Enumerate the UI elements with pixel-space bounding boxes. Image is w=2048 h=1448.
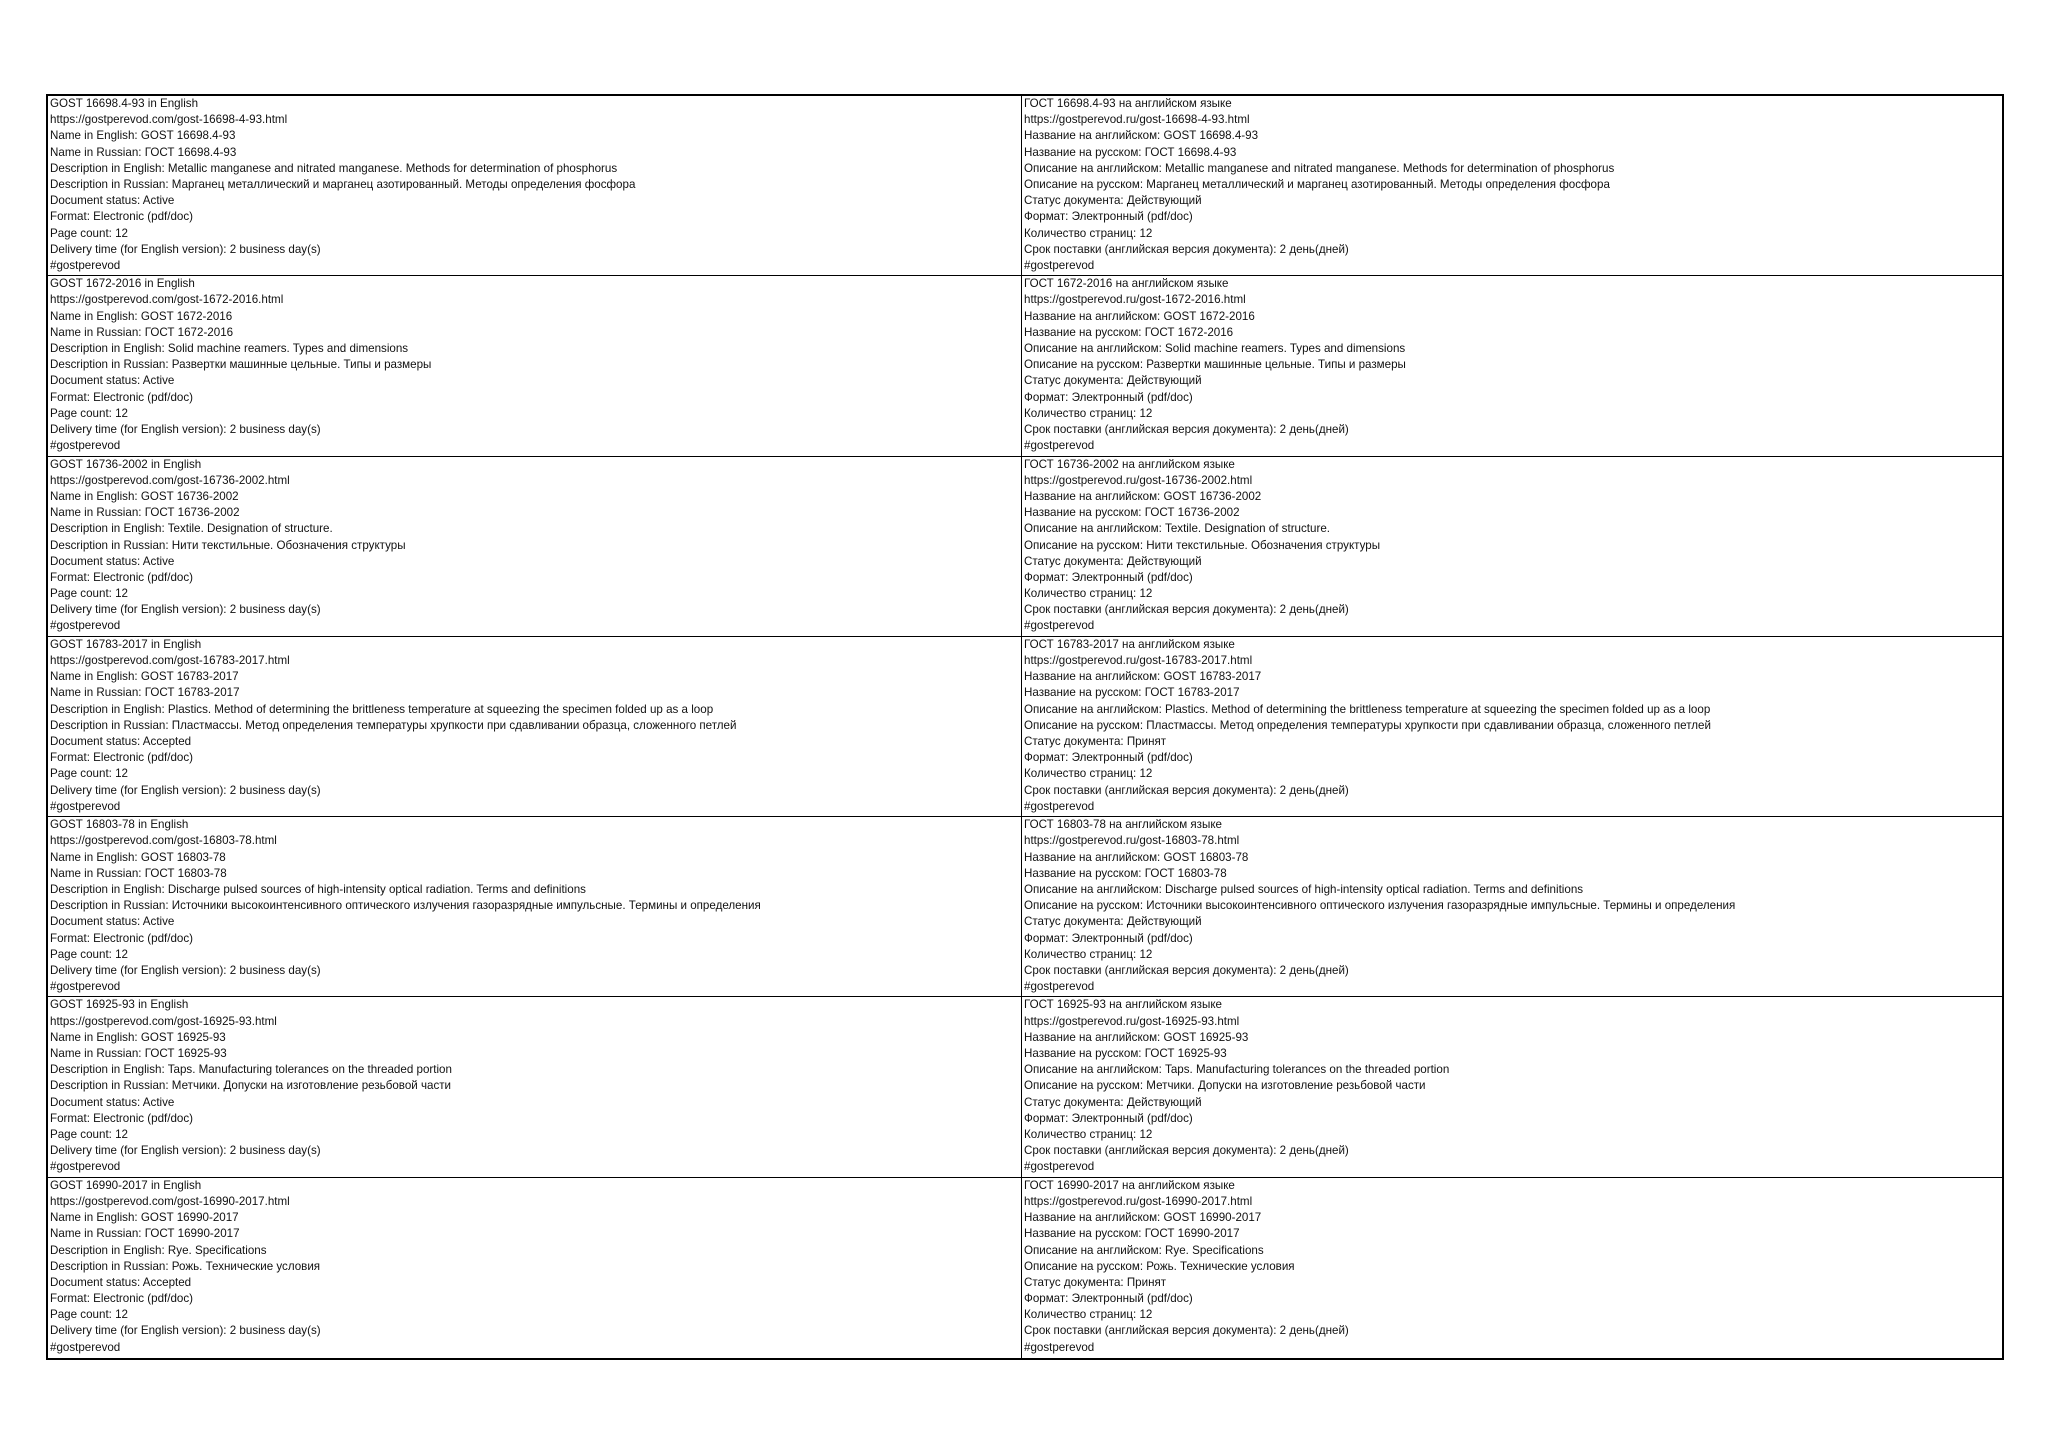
entry-cell-en — [48, 457, 1022, 637]
entry-title-en: GOST 16990-2017 in English — [50, 1178, 202, 1192]
page-count-ru: Количество страниц: 12 — [1024, 226, 1153, 240]
name-russian-en: Name in Russian: ГОСТ 16698.4-93 — [50, 145, 237, 159]
name-russian-en: Name in Russian: ГОСТ 16736-2002 — [50, 506, 240, 520]
entry-title-en: GOST 16783-2017 in English — [50, 637, 202, 651]
entry-title-ru: ГОСТ 16736-2002 на английском языке — [1024, 457, 1235, 471]
description-english-en: Description in English: Discharge pulsed sources of high-intensity optical radiation. Terms and definitions — [50, 882, 586, 896]
entry-cell-en — [48, 276, 1022, 456]
description-english-en: Description in English: Plastics. Method of determining the brittleness temperature at squeezing the specimen folded up as a loop — [50, 702, 714, 716]
page-count-ru: Количество страниц: 12 — [1024, 947, 1153, 961]
gost-catalog-table — [46, 94, 2004, 1360]
page-count-en: Page count: 12 — [50, 767, 128, 781]
description-english-ru: Описание на английском: Rye. Specifications — [1024, 1243, 1264, 1257]
description-english-ru: Описание на английском: Taps. Manufacturing tolerances on the threaded portion — [1024, 1063, 1450, 1077]
description-russian-ru: Описание на русском: Рожь. Технические условия — [1024, 1259, 1295, 1273]
entry-url-ru: https://gostperevod.ru/gost-16698-4-93.html — [1024, 113, 1250, 127]
delivery-time-en: Delivery time (for English version): 2 business day(s) — [50, 963, 321, 977]
hashtag-en: #gostperevod — [50, 980, 121, 994]
entry-cell-ru — [1022, 817, 2002, 997]
format-ru: Формат: Электронный (pdf/doc) — [1024, 570, 1193, 584]
document-status-en: Document status: Active — [50, 1095, 175, 1109]
name-russian-ru: Название на русском: ГОСТ 16783-2017 — [1024, 686, 1240, 700]
delivery-time-en: Delivery time (for English version): 2 business day(s) — [50, 603, 321, 617]
description-english-en: Description in English: Metallic manganese and nitrated manganese. Methods for determination of phosphorus — [50, 161, 618, 175]
format-en: Format: Electronic (pdf/doc) — [50, 751, 194, 765]
description-english-ru: Описание на английском: Textile. Designation of structure. — [1024, 522, 1331, 536]
document-status-en: Document status: Active — [50, 915, 175, 929]
description-russian-en: Description in Russian: Развертки машинные цельные. Типы и размеры — [50, 358, 432, 372]
format-en: Format: Electronic (pdf/doc) — [50, 1111, 194, 1125]
entry-url-en: https://gostperevod.com/gost-1672-2016.html — [50, 293, 284, 307]
description-russian-en: Description in Russian: Источники высокоинтенсивного оптического излучения газоразрядные импульсные. Термины и определения — [50, 899, 761, 913]
entry-title-ru: ГОСТ 16803-78 на английском языке — [1024, 818, 1222, 832]
document-status-ru: Статус документа: Действующий — [1024, 194, 1202, 208]
document-status-ru: Статус документа: Действующий — [1024, 554, 1202, 568]
name-english-ru: Название на английском: GOST 16990-2017 — [1024, 1211, 1262, 1225]
description-russian-ru: Описание на русском: Развертки машинные цельные. Типы и размеры — [1024, 358, 1406, 372]
entry-title-en: GOST 16803-78 in English — [50, 818, 189, 832]
page-count-en: Page count: 12 — [50, 1127, 128, 1141]
hashtag-ru: #gostperevod — [1024, 1160, 1095, 1174]
document-status-en: Document status: Active — [50, 374, 175, 388]
entry-title-en: GOST 16736-2002 in English — [50, 457, 202, 471]
entry-cell-ru — [1022, 457, 2002, 637]
name-english-ru: Название на английском: GOST 1672-2016 — [1024, 309, 1255, 323]
delivery-time-en: Delivery time (for English version): 2 business day(s) — [50, 1144, 321, 1158]
name-english-en: Name in English: GOST 1672-2016 — [50, 309, 233, 323]
entry-url-en: https://gostperevod.com/gost-16698-4-93.html — [50, 113, 288, 127]
document-status-ru: Статус документа: Принят — [1024, 735, 1167, 749]
description-english-en: Description in English: Rye. Specifications — [50, 1243, 267, 1257]
hashtag-ru: #gostperevod — [1024, 258, 1095, 272]
hashtag-en: #gostperevod — [50, 619, 121, 633]
document-status-ru: Статус документа: Действующий — [1024, 374, 1202, 388]
name-english-en: Name in English: GOST 16803-78 — [50, 850, 226, 864]
page-count-en: Page count: 12 — [50, 947, 128, 961]
entry-title-ru: ГОСТ 16698.4-93 на английском языке — [1024, 97, 1232, 110]
entry-cell-ru — [1022, 1178, 2002, 1358]
entry-cell-ru — [1022, 96, 2002, 276]
entry-url-ru: https://gostperevod.ru/gost-16990-2017.html — [1024, 1194, 1253, 1208]
description-english-ru: Описание на английском: Plastics. Method of determining the brittleness temperature at squeezing the specimen folded up as a loop — [1024, 702, 1711, 716]
entry-cell-en — [48, 637, 1022, 817]
hashtag-en: #gostperevod — [50, 439, 121, 453]
entry-url-en: https://gostperevod.com/gost-16736-2002.html — [50, 473, 290, 487]
description-russian-en: Description in Russian: Марганец металлический и марганец азотированный. Методы определения фосфора — [50, 177, 636, 191]
name-russian-ru: Название на русском: ГОСТ 16925-93 — [1024, 1047, 1227, 1061]
description-russian-en: Description in Russian: Рожь. Технические условия — [50, 1259, 321, 1273]
delivery-time-ru: Срок поставки (английская версия документа): 2 день(дней) — [1024, 1144, 1349, 1158]
name-english-ru: Название на английском: GOST 16783-2017 — [1024, 670, 1262, 684]
entry-url-en: https://gostperevod.com/gost-16925-93.html — [50, 1014, 277, 1028]
format-ru: Формат: Электронный (pdf/doc) — [1024, 1292, 1193, 1306]
description-english-ru: Описание на английском: Discharge pulsed sources of high-intensity optical radiation. Terms and definitions — [1024, 882, 1584, 896]
name-english-ru: Название на английском: GOST 16698.4-93 — [1024, 129, 1259, 143]
entry-title-en: GOST 16698.4-93 in English — [50, 97, 199, 110]
name-english-en: Name in English: GOST 16925-93 — [50, 1030, 226, 1044]
entry-url-ru: https://gostperevod.ru/gost-1672-2016.html — [1024, 293, 1246, 307]
format-ru: Формат: Электронный (pdf/doc) — [1024, 931, 1193, 945]
delivery-time-ru: Срок поставки (английская версия документа): 2 день(дней) — [1024, 422, 1349, 436]
delivery-time-en: Delivery time (for English version): 2 business day(s) — [50, 783, 321, 797]
format-en: Format: Electronic (pdf/doc) — [50, 570, 194, 584]
page-count-en: Page count: 12 — [50, 587, 128, 601]
document-status-ru: Статус документа: Принят — [1024, 1275, 1167, 1289]
name-english-ru: Название на английском: GOST 16925-93 — [1024, 1030, 1249, 1044]
page-count-en: Page count: 12 — [50, 406, 128, 420]
page-count-ru: Количество страниц: 12 — [1024, 767, 1153, 781]
hashtag-ru: #gostperevod — [1024, 799, 1095, 813]
name-russian-ru: Название на русском: ГОСТ 16990-2017 — [1024, 1227, 1240, 1241]
description-russian-ru: Описание на русском: Нити текстильные. Обозначения структуры — [1024, 538, 1381, 552]
description-english-en: Description in English: Taps. Manufacturing tolerances on the threaded portion — [50, 1063, 452, 1077]
name-russian-ru: Название на русском: ГОСТ 16803-78 — [1024, 866, 1227, 880]
page-count-ru: Количество страниц: 12 — [1024, 406, 1153, 420]
format-ru: Формат: Электронный (pdf/doc) — [1024, 1111, 1193, 1125]
format-ru: Формат: Электронный (pdf/doc) — [1024, 390, 1193, 404]
document-status-en: Document status: Accepted — [50, 735, 192, 749]
delivery-time-ru: Срок поставки (английская версия документа): 2 день(дней) — [1024, 783, 1349, 797]
description-russian-ru: Описание на русском: Марганец металлический и марганец азотированный. Методы определения фосфора — [1024, 177, 1610, 191]
document-status-en: Document status: Active — [50, 554, 175, 568]
name-english-en: Name in English: GOST 16990-2017 — [50, 1211, 239, 1225]
description-russian-en: Description in Russian: Метчики. Допуски на изготовление резьбовой части — [50, 1079, 452, 1093]
entry-title-ru: ГОСТ 16990-2017 на английском языке — [1024, 1178, 1235, 1192]
format-ru: Формат: Электронный (pdf/doc) — [1024, 751, 1193, 765]
entry-title-en: GOST 16925-93 in English — [50, 998, 189, 1012]
description-russian-en: Description in Russian: Пластмассы. Метод определения температуры хрупкости при сдавливании образца, сложенного петлей — [50, 718, 737, 732]
hashtag-ru: #gostperevod — [1024, 619, 1095, 633]
hashtag-ru: #gostperevod — [1024, 1340, 1095, 1354]
entry-cell-en — [48, 997, 1022, 1177]
page-count-ru: Количество страниц: 12 — [1024, 1308, 1153, 1322]
entry-url-ru: https://gostperevod.ru/gost-16803-78.html — [1024, 834, 1240, 848]
delivery-time-ru: Срок поставки (английская версия документа): 2 день(дней) — [1024, 242, 1349, 256]
name-russian-en: Name in Russian: ГОСТ 16990-2017 — [50, 1227, 240, 1241]
delivery-time-ru: Срок поставки (английская версия документа): 2 день(дней) — [1024, 963, 1349, 977]
format-en: Format: Electronic (pdf/doc) — [50, 1292, 194, 1306]
format-ru: Формат: Электронный (pdf/doc) — [1024, 210, 1193, 224]
name-russian-en: Name in Russian: ГОСТ 16803-78 — [50, 866, 227, 880]
name-english-ru: Название на английском: GOST 16803-78 — [1024, 850, 1249, 864]
page-count-en: Page count: 12 — [50, 1308, 128, 1322]
description-russian-ru: Описание на русском: Метчики. Допуски на изготовление резьбовой части — [1024, 1079, 1426, 1093]
format-en: Format: Electronic (pdf/doc) — [50, 390, 194, 404]
entry-url-ru: https://gostperevod.ru/gost-16925-93.html — [1024, 1014, 1240, 1028]
name-russian-en: Name in Russian: ГОСТ 16925-93 — [50, 1047, 227, 1061]
description-russian-ru: Описание на русском: Пластмассы. Метод определения температуры хрупкости при сдавливании образца, сложенного петлей — [1024, 718, 1711, 732]
name-russian-ru: Название на русском: ГОСТ 1672-2016 — [1024, 325, 1234, 339]
document-status-en: Document status: Accepted — [50, 1275, 192, 1289]
entry-title-ru: ГОСТ 16925-93 на английском языке — [1024, 998, 1222, 1012]
name-english-en: Name in English: GOST 16736-2002 — [50, 489, 239, 503]
delivery-time-en: Delivery time (for English version): 2 business day(s) — [50, 242, 321, 256]
name-russian-ru: Название на русском: ГОСТ 16736-2002 — [1024, 506, 1240, 520]
hashtag-en: #gostperevod — [50, 1340, 121, 1354]
document-status-en: Document status: Active — [50, 194, 175, 208]
entry-url-ru: https://gostperevod.ru/gost-16736-2002.html — [1024, 473, 1253, 487]
entry-url-en: https://gostperevod.com/gost-16990-2017.html — [50, 1194, 290, 1208]
page-count-ru: Количество страниц: 12 — [1024, 587, 1153, 601]
entry-url-en: https://gostperevod.com/gost-16803-78.html — [50, 834, 277, 848]
hashtag-en: #gostperevod — [50, 258, 121, 272]
entry-url-en: https://gostperevod.com/gost-16783-2017.html — [50, 654, 290, 668]
description-english-en: Description in English: Textile. Designation of structure. — [50, 522, 333, 536]
entry-cell-en — [48, 1178, 1022, 1358]
description-russian-ru: Описание на русском: Источники высокоинтенсивного оптического излучения газоразрядные импульсные. Термины и определения — [1024, 899, 1736, 913]
name-english-en: Name in English: GOST 16783-2017 — [50, 670, 239, 684]
delivery-time-en: Delivery time (for English version): 2 business day(s) — [50, 422, 321, 436]
page-count-en: Page count: 12 — [50, 226, 128, 240]
entry-cell-ru — [1022, 637, 2002, 817]
hashtag-en: #gostperevod — [50, 799, 121, 813]
entry-title-en: GOST 1672-2016 in English — [50, 277, 195, 291]
format-en: Format: Electronic (pdf/doc) — [50, 931, 194, 945]
name-russian-en: Name in Russian: ГОСТ 16783-2017 — [50, 686, 240, 700]
page-count-ru: Количество страниц: 12 — [1024, 1127, 1153, 1141]
format-en: Format: Electronic (pdf/doc) — [50, 210, 194, 224]
name-russian-ru: Название на русском: ГОСТ 16698.4-93 — [1024, 145, 1237, 159]
description-english-ru: Описание на английском: Solid machine reamers. Types and dimensions — [1024, 342, 1406, 356]
hashtag-ru: #gostperevod — [1024, 439, 1095, 453]
entry-cell-en — [48, 96, 1022, 276]
name-english-ru: Название на английском: GOST 16736-2002 — [1024, 489, 1262, 503]
description-english-ru: Описание на английском: Metallic manganese and nitrated manganese. Methods for determination of phosphorus — [1024, 161, 1615, 175]
entry-title-ru: ГОСТ 16783-2017 на английском языке — [1024, 637, 1235, 651]
hashtag-ru: #gostperevod — [1024, 980, 1095, 994]
description-english-en: Description in English: Solid machine reamers. Types and dimensions — [50, 342, 409, 356]
delivery-time-ru: Срок поставки (английская версия документа): 2 день(дней) — [1024, 603, 1349, 617]
entry-url-ru: https://gostperevod.ru/gost-16783-2017.html — [1024, 654, 1253, 668]
delivery-time-ru: Срок поставки (английская версия документа): 2 день(дней) — [1024, 1324, 1349, 1338]
description-russian-en: Description in Russian: Нити текстильные. Обозначения структуры — [50, 538, 406, 552]
entry-cell-ru — [1022, 997, 2002, 1177]
entry-title-ru: ГОСТ 1672-2016 на английском языке — [1024, 277, 1229, 291]
delivery-time-en: Delivery time (for English version): 2 business day(s) — [50, 1324, 321, 1338]
entry-cell-ru — [1022, 276, 2002, 456]
hashtag-en: #gostperevod — [50, 1160, 121, 1174]
name-russian-en: Name in Russian: ГОСТ 1672-2016 — [50, 325, 234, 339]
document-status-ru: Статус документа: Действующий — [1024, 915, 1202, 929]
entry-cell-en — [48, 817, 1022, 997]
name-english-en: Name in English: GOST 16698.4-93 — [50, 129, 236, 143]
document-status-ru: Статус документа: Действующий — [1024, 1095, 1202, 1109]
